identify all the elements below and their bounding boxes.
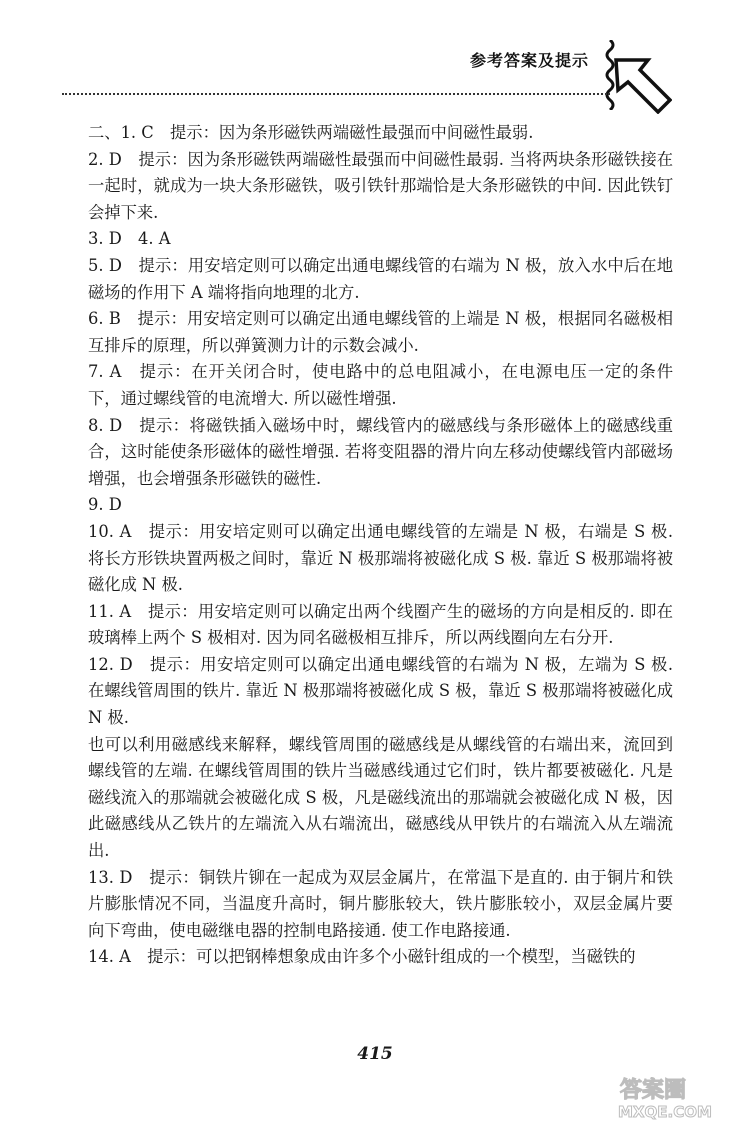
page-number: 415 (357, 1044, 393, 1064)
answer-item: 10. A 提示：用安培定则可以确定出通电螺线管的左端是 N 极，右端是 S 极. 将长方形铁块置两极之间时，靠近 N 极那端将被磁化成 S 极. 靠近 S 极那端将被磁化成 N 极. (88, 521, 673, 595)
arrow-icon (614, 56, 672, 114)
answer-item: 12. D 提示：用安培定则可以确定出通电螺线管的右端为 N 极，左端为 S 极. 在螺线管周围的铁片. 靠近 N 极那端将被磁化成 S 极，靠近 S 极那端将被磁化成 N 极. (88, 654, 673, 728)
answer-item: 二、1. C 提示：因为条形磁铁两端磁性最强而中间磁性最弱. (88, 123, 534, 142)
answer-item: 3. D 4. A (88, 229, 171, 249)
svg-text:MXQE.COM: MXQE.COM (618, 1103, 712, 1121)
answer-list (88, 120, 673, 971)
answer-item: 7. A 提示：在开关闭合时，使电路中的总电阻减小，在电源电压一定的条件下，通过螺线管的电流增大. 所以磁性增强. (88, 362, 673, 408)
answer-item: 5. D 提示：用安培定则可以确定出通电螺线管的右端为 N 极，放入水中后在地磁场的作用下 A 端将指向地理的北方. (88, 255, 673, 302)
running-header-title: 参考答案及提示 (470, 51, 590, 70)
answer-item: 6. B 提示：用安培定则可以确定出通电螺线管的上端是 N 极，根据同名磁极相互排斥的原理，所以弹簧测力计的示数会减小. (88, 309, 673, 355)
answer-item: 9. D (88, 495, 122, 515)
answer-item: 13. D 提示：铜铁片铆在一起成为双层金属片，在常温下是直的. 由于铜片和铁片膨胀情况不同，当温度升高时，铜片膨胀较大，铁片膨胀较小，双层金属片要向下弯曲，使电磁继电器的控制电路接通. 使工作电路接通. (88, 867, 673, 940)
answer-item: 2. D 提示：因为条形磁铁两端磁性最强而中间磁性最弱. 当将两块条形磁铁接在一起时，就成为一块大条形磁铁，吸引铁针那端恰是大条形磁铁的中间. 因此铁钉会掉下来. (88, 149, 673, 222)
watermark-logo (612, 1075, 742, 1121)
svg-text:答案圈: 答案圈 (620, 1078, 687, 1103)
answer-item: 11. A 提示：用安培定则可以确定出两个线圈产生的磁场的方向是相反的. 即在玻璃棒上两个 S 极相对. 因为同名磁极相互排斥，所以两线圈向左右分开. (88, 601, 673, 648)
answer-explanation: 也可以利用磁感线来解释，螺线管周围的磁感线是从螺线管的右端出来，流回到螺线管的左端. 在螺线管周围的铁片当磁感线通过它们时，铁片都要被磁化. 凡是磁线流入的那端就会被磁化成 S 极，凡是磁线流出的那端就会被磁化成 N 极，因此磁感线从乙铁片的左端流入从右端流出，磁感线从甲铁片的右端流入从左端流出. (88, 734, 673, 861)
header-dotted-rule (62, 93, 610, 95)
answer-item: 14. A 提示：可以把钢棒想象成由许多个小磁针组成的一个模型，当磁铁的 (88, 947, 636, 967)
answer-item: 8. D 提示：将磁铁插入磁场中时，螺线管内的磁感线与条形磁体上的磁感线重合，这时能使条形磁体的磁性增强. 若将变阻器的滑片向左移动使螺线管内部磁场增强，也会增强条形磁铁的磁性. (88, 415, 673, 488)
